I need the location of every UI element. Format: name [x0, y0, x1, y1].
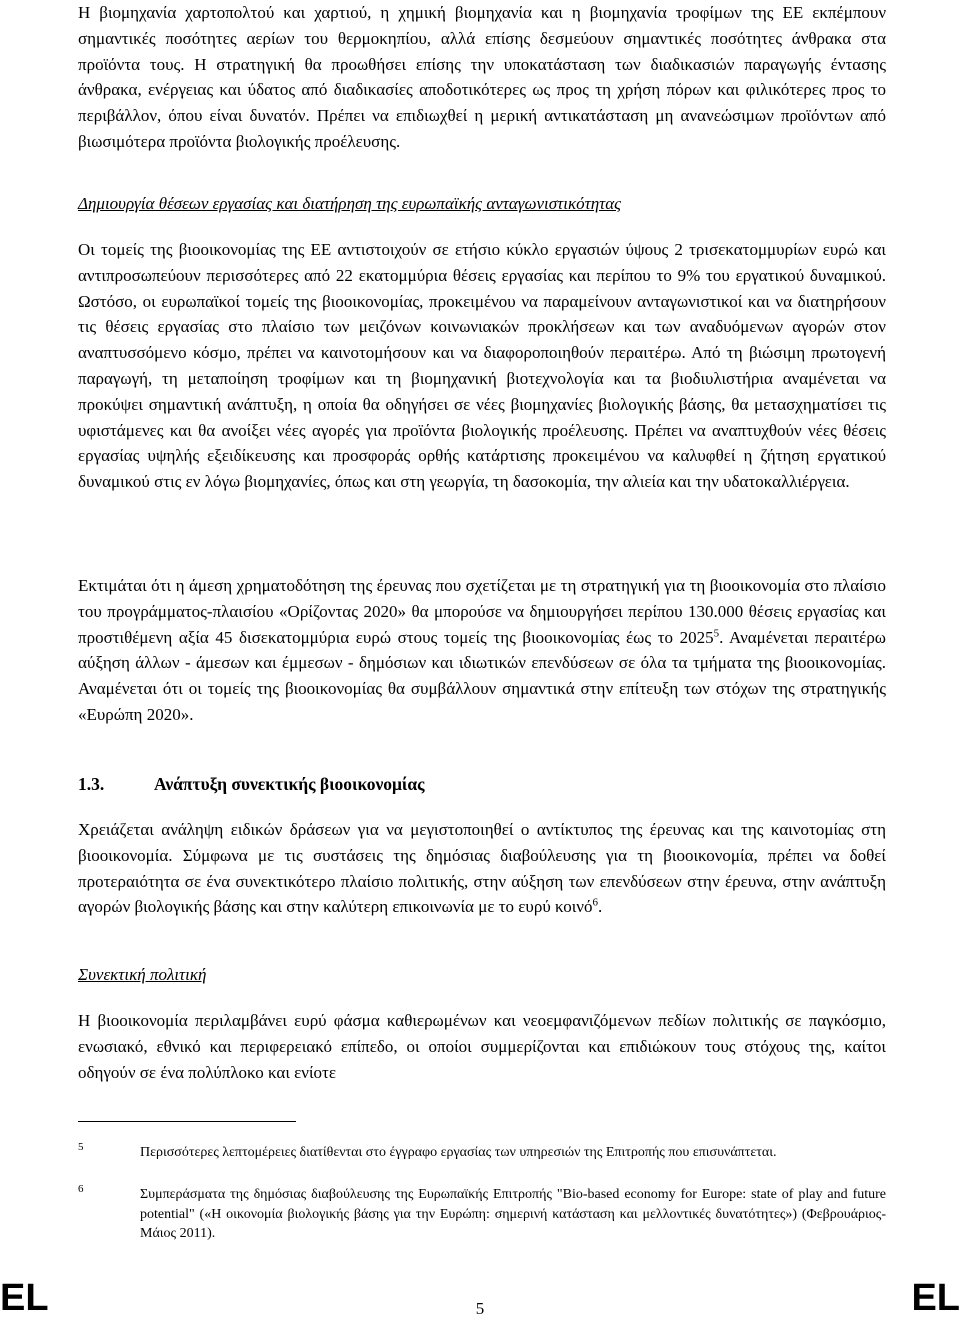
paragraph-jobs: [78, 237, 886, 495]
paragraph-policy: [78, 1008, 886, 1085]
paragraph-funding-text-a: Εκτιμάται ότι η άμεση χρηματοδότηση της έρευνας που σχετίζεται με τη στρατηγική για τη βιοοικονομία στο πλαίσιο του προγράμματος-πλαισίου «Ορίζοντας 2020» θα μπορούσε να δημιουργήσει περίπου 130.000 θέσεις εργασίας και προστιθέμενη αξία 45 δισεκατομμύρια ευρώ στους τομείς της βιοοικονομίας έως το 2025: [78, 576, 886, 647]
paragraph-funding-text-b: . Αναμένεται περαιτέρω αύξηση άλλων - άμεσων και έμμεσων - δημόσιων και ιδιωτικών επενδύσεων σε όλα τα τμήματα της βιοοικονομίας. Αναμένεται ότι οι τομείς της βιοοικονομίας θα συμβάλλουν σημαντικά στην επίτευξη των στόχων της στρατηγικής «Ευρώπη 2020».: [78, 627, 886, 724]
section-heading: [78, 772, 425, 796]
footnote-text: Συμπεράσματα της δημόσιας διαβούλευσης της Ευρωπαϊκής Επιτροπής "Bio-based economy for Europe: state of play and future potential" («Η οικονομία βιολογικής βάσης για την Ευρώπη: σημερινή κατάσταση και μελλοντικές δυνατότητες») (Φεβρουάριος-Μάιος 2011).: [140, 1187, 886, 1241]
heading-jobs-text: Δημιουργία θέσεων εργασίας και διατήρηση της ευρωπαϊκής ανταγωνιστικότητας: [78, 194, 622, 213]
paragraph-intro-text: Η βιομηχανία χαρτοπολτού και χαρτιού, η χημική βιομηχανία και η βιομηχανία τροφίμων της ΕΕ εκπέμπουν σημαντικές ποσότητες αερίων του θερμοκηπίου, αλλά επίσης δεσμεύουν σημαντικές ποσότητες άνθρακα στα προϊόντα τους. Η στρατηγική θα προωθήσει επίσης την υποκατάσταση των διαδικασιών παραγωγής έντασης άνθρακα, ενέργειας και ύδατος από διαδικασίες αποδοτικότερες ως προς τη χρήση πόρων και φιλικότερες προς το περιβάλλον, όπου είναι δυνατόν. Πρέπει να επιδιωχθεί η μερική αντικατάσταση μη ανανεώσιμων προϊόντων από βιωσιμότερα προϊόντα βιολογικής προέλευσης.: [78, 3, 886, 151]
footer-language-right: EL: [911, 1277, 960, 1319]
paragraph-coherent-text-a: Χρειάζεται ανάληψη ειδικών δράσεων για να μεγιστοποιηθεί ο αντίκτυπος της έρευνας και της καινοτομίας στη βιοοικονομία. Σύμφωνα με τις συστάσεις της δημόσιας διαβούλευσης για τη βιοοικονομία, πρέπει να δοθεί προτεραιότητα σε ένα συνεκτικότερο πλαίσιο πολιτικής, στην αύξηση των επενδύσεων στην έρευνα, στην ανάπτυξη αγορών βιολογικής βάσης και στην καλύτερη επικοινωνία με το ευρύ κοινό: [78, 820, 886, 917]
heading-policy-text: Συνεκτική πολιτική: [78, 965, 207, 984]
paragraph-policy-text: Η βιοοικονομία περιλαμβάνει ευρύ φάσμα καθιερωμένων και νεοεμφανιζόμενων πεδίων πολιτικής σε παγκόσμιο, ενωσιακό, εθνικό και περιφερειακό επίπεδο, οι οποίοι συμμερίζονται και επιδιώκουν τους στόχους της, καίτοι οδηγούν σε ένα πολύπλοκο και ενίοτε: [78, 1011, 886, 1082]
footnote-number: 5: [78, 1141, 84, 1153]
footnote-number: 6: [78, 1183, 84, 1195]
footnote-ref-5[interactable]: 5: [713, 626, 720, 639]
paragraph-jobs-text: Οι τομείς της βιοοικονομίας της ΕΕ αντιστοιχούν σε ετήσιο κύκλο εργασιών ύψους 2 τρισεκατομμυρίων ευρώ και αντιπροσωπεύουν περισσότερες από 22 εκατομμύρια θέσεις εργασίας και περίπου το 9% του εργατικού δυναμικού. Ωστόσο, οι ευρωπαϊκοί τομείς της βιοοικονομίας, προκειμένου να παραμείνουν ανταγωνιστικοί και να διατηρήσουν τις θέσεις εργασίας στο πλαίσιο των μειζόνων κοινωνιακών προκλήσεων και των αναδυόμενων αγορών στον αναπτυσσόμενο κόσμο, πρέπει να καινοτομήσουν και να διαφοροποιηθούν περαιτέρω. Από τη βιώσιμη πρωτογενή παραγωγή, τη μεταποίηση τροφίμων και τη βιομηχανική βιοτεχνολογία και τα βιοδιυλιστήρια αναμένεται να προκύψει σημαντική ανάπτυξη, η οποία θα οδηγήσει σε νέες βιομηχανίες βιολογικής βάσης, θα μετασχηματίσει τις υφιστάμενες και θα ανοίξει νέες αγορές για προϊόντα βιολογικής προέλευσης. Πρέπει να αναπτυχθούν νέες θέσεις εργασίας υψηλής εξειδίκευσης και προσφοράς ορθής κατάρτισης προκειμένου να καλυφθεί η ζήτηση εργατικού δυναμικού στις εν λόγω βιομηχανίες, όπως και στη γεωργία, τη δασοκομία, την αλιεία και την υδατοκαλλιέργεια.: [78, 240, 886, 492]
footnote-separator: [78, 1121, 296, 1122]
heading-policy: [78, 963, 206, 987]
footnote-text: Περισσότερες λεπτομέρειες διατίθενται στο έγγραφο εργασίας των υπηρεσιών της Επιτροπής που επισυνάπτεται.: [140, 1145, 777, 1160]
footnote-6: [78, 1185, 886, 1244]
page-number: 5: [475, 1299, 485, 1318]
section-number: 1.3.: [78, 774, 105, 794]
paragraph-coherent-text-b: .: [597, 897, 603, 917]
footer-language-left: EL: [0, 1277, 49, 1319]
section-title: Ανάπτυξη συνεκτικής βιοοικονομίας: [154, 774, 425, 794]
footnote-5: [78, 1143, 886, 1163]
paragraph-funding: [78, 573, 886, 728]
heading-jobs: [78, 192, 621, 216]
paragraph-intro: [78, 0, 886, 155]
paragraph-coherent: [78, 817, 886, 920]
footnote-ref-6[interactable]: 6: [592, 896, 598, 909]
